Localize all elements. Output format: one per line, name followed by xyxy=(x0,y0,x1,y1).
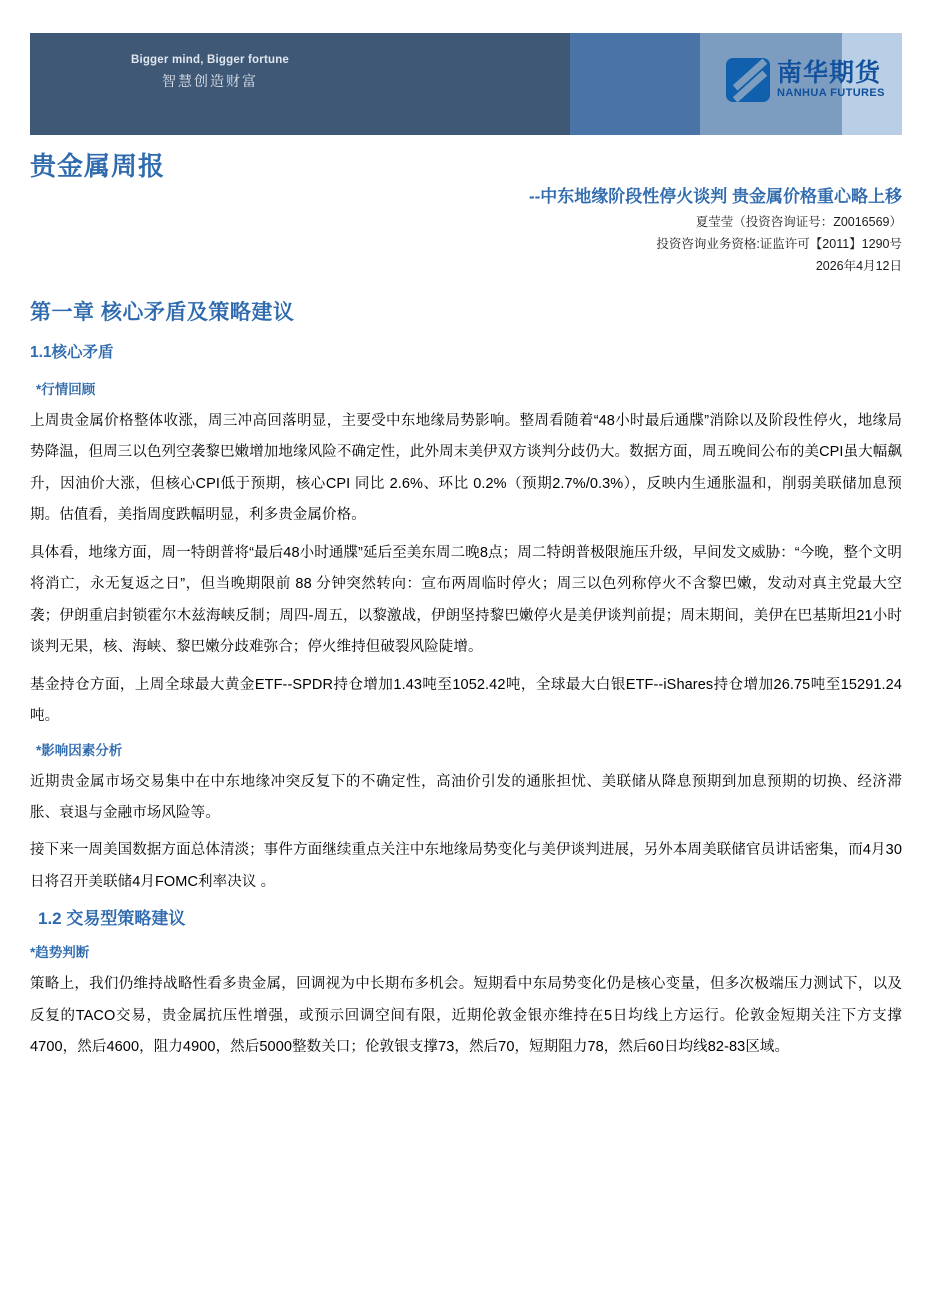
document-body xyxy=(30,296,902,1070)
company-logo xyxy=(726,58,885,102)
tagline-chinese: 智慧创造财富 xyxy=(162,73,258,90)
paragraph-factors-1: 近期贵金属市场交易集中在中东地缘冲突反复下的不确定性，高油价引发的通胀担忧、美联储从降息预期到加息预期的切换、经济滞胀、衰退与金融市场风险等。 xyxy=(30,773,902,821)
banner-band-mid xyxy=(570,33,700,135)
paragraph-market-review-1: 上周贵金属价格整体收涨，周三冲高回落明显，主要受中东地缘局势影响。整周看随着“48小时最后通牒”消除以及阶段性停火，地缘局势降温，但周三以色列空袭黎巴嫩增加地缘风险不确定性，此外周末美伊双方谈判分歧仍大。数据方面，周五晚间公布的美CPI虽大幅飙升，因油价大涨，但核心CPI低于预期，核心CPI 同比 2.6%、环比 0.2%（预期2.7%/0.3%），反映内生通胀温和，削弱美联储加息预期。估值看，美指周度跌幅明显，利多贵金属价格。 xyxy=(30,413,902,524)
byline-license: 投资咨询业务资格:证监许可【2011】1290号 xyxy=(656,236,902,251)
chapter-heading: 第一章 核心矛盾及策略建议 xyxy=(30,301,295,324)
logo-name-chinese: 南华期货 xyxy=(777,59,882,87)
paragraph-market-review-3: 基金持仓方面，上周全球最大黄金ETF--SPDR持仓增加1.43吨至1052.42吨，全球最大白银ETF--iShares持仓增加26.75吨至15291.24吨。 xyxy=(30,676,902,725)
byline-date: 2026年4月12日 xyxy=(815,258,902,273)
section-heading-1-1: 1.1核心矛盾 xyxy=(30,344,114,361)
paragraph-market-review-2: 具体看，地缘方面，周一特朗普将“最后48小时通牒”延后至美东周二晚8点；周二特朗普极限施压升级，早间发文威胁：“今晚，整个文明将消亡，永无复返之日”，但当晚期限前 88 分钟突然转向：宣布两周临时停火；周三以色列称停火不含黎巴嫩，发动对真主党最大空袭；伊朗重启封锁霍尔木兹海峡反制；周四-周五，以黎激战，伊朗坚持黎巴嫩停火是美伊谈判前提；周末期间，美伊在巴基斯坦21小时谈判无果，核、海峡、黎巴嫩分歧难弥合；停火维持但破裂风险陡增。 xyxy=(30,544,902,656)
logo-wordmark xyxy=(777,61,885,99)
subsection-heading-factors: *影响因素分析 xyxy=(36,742,123,758)
paragraph-trend-1: 策略上，我们仍维持战略性看多贵金属，回调视为中长期布多机会。短期看中东局势变化仍是核心变量，但多次极端压力测试下，以及反复的TACO交易，贵金属抗压性增强，或预示回调空间有限，近期伦敦金银亦维持在5日均线上方运行。伦敦金短期关注下方支撑4700，然后4600，阻力4900，然后5000整数关口；伦敦银支撑73，然后70，短期阻力78，然后60日均线82-83区域。 xyxy=(30,976,902,1056)
company-tagline xyxy=(50,52,370,92)
subsection-heading-trend: *趋势判断 xyxy=(30,945,90,961)
page-title: 贵金属周报 xyxy=(30,151,166,181)
nanhua-logo-icon xyxy=(726,58,770,102)
tagline-english: Bigger mind, Bigger fortune xyxy=(130,54,290,66)
paragraph-factors-2: 接下来一周美国数据方面总体清淡；事件方面继续重点关注中东地缘局势变化与美伊谈判进展，另外本周美联储官员讲话密集，而4月30日将召开美联储4月FOMC利率决议 。 xyxy=(30,842,902,890)
byline-author: 夏莹莹（投资咨询证号：Z0016569） xyxy=(695,215,902,229)
page-subtitle: --中东地缘阶段性停火谈判 贵金属价格重心略上移 xyxy=(528,187,902,206)
byline xyxy=(656,212,902,278)
section-heading-1-2: 1.2 交易型策略建议 xyxy=(38,909,186,929)
logo-name-english: NANHUA FUTURES xyxy=(777,87,885,99)
subsection-heading-market-review: *行情回顾 xyxy=(36,382,96,397)
